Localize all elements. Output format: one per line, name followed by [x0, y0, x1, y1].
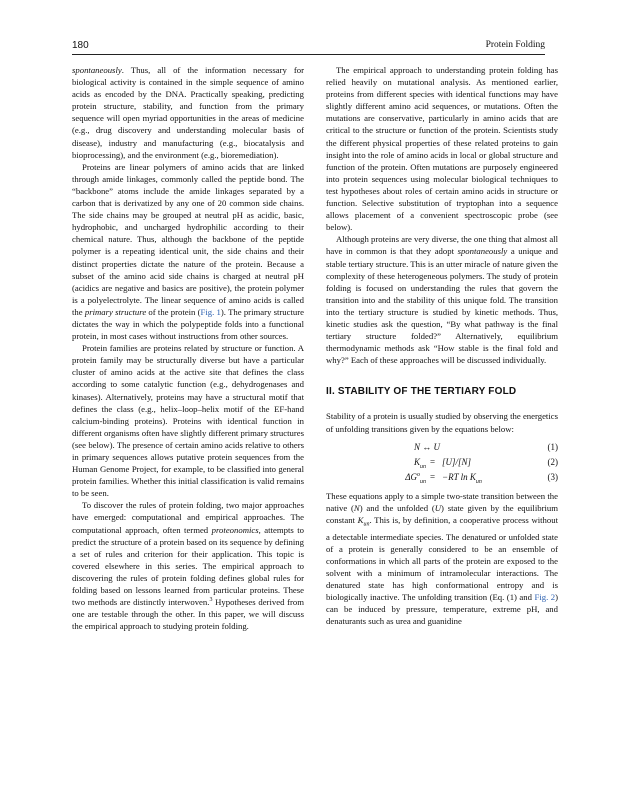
paragraph: Protein families are proteins related by structure or function. A protein family may be structurally diverse but have a particular cluster of amino acids at the active site that defines the class according to some catalytic function (e.g., dehydrogenases and kinases). Alternatively, proteins may have a structural motif that defines the class (e.g., helix–loop–helix motif of the EF-hand calcium-binding proteins). Proteins with identical function in different organisms often have slightly different primary structures (see below). The presence of certain amino acids relative to others in primary sequences allows putative protein sequences from the Human Genome Project, for example, to be classified into general protein families. Whether this initial classification is valid remains to be seen. [72, 343, 304, 499]
equation-1 [326, 441, 558, 456]
paragraph-text: ) state given by the equilibrium constant [326, 502, 558, 525]
paragraph: The empirical approach to understanding protein folding has relied heavily on mutational analysis. As mentioned earlier, proteins from different species with identical functions may have slightly different amino acid sequences, or mutations. Often the mutations are conservative, particularly in amino acids that are critical to the structure or function of the protein. Scientists study the different physical properties of these related proteins to gain insight into the role of amino acids in local or global structure and function of the protein. Often mutations are purposely engineered into protein sequences using molecular biological techniques to test hypotheses about roles of certain amino acids in structure or function. Selective substitution of tryptophan into a sequence allows placement of a convenient spectroscopic probe (see below). [326, 65, 558, 233]
paragraph-text: ) can be induced by pressure, temperature, extreme pH, and denaturants such as urea and guanidine [326, 592, 558, 627]
equations [326, 441, 558, 486]
paragraph-text: . This is, by definition, a cooperative process without a detectable intermediate species. The denatured or unfolded state of a protein is generally considered to be an ensemble of conformations in which all parts of the protein are exposed to the solvent with a minimum of intramolecular interactions. The denatured state has high conformational entropy and is biologically inactive. The unfolding transition (Eq. (1) and [326, 514, 558, 603]
paragraph-text: Proteins are linear polymers of amino acids that are linked through amide linkages, commonly called the peptide bond. The “backbone” atoms include the amide linkages separated by a carbon that is derivatized by any one of 20 common side chains. The side chains may be grouped at neutral pH as acidic, basic, hydrophobic, and uncharged hydrophilic according to their chemical nature. Thus, although the backbone of the peptide polymer is a repeating identical unit, the side chains and their distinct properties dictate the nature of the protein. Because a subset of the amino acid side chains is charged at neutral pH (acidics are negative and basics are positive), the protein polymer is a polyelectrolyte. The linear sequence of amino acids is called the [72, 161, 304, 317]
italic-term: spontaneously [72, 65, 122, 75]
italic-term: spontaneously [457, 246, 508, 257]
eq-equals: = [430, 456, 436, 467]
page-number: 180 [72, 40, 89, 51]
paragraph: Stability of a protein is usually studied by observing the energetics of unfolding transitions given by the equations below: [326, 411, 558, 434]
paragraph-text: . Thus, all of the information necessary for biological activity is contained in the simple sequence of amino acids as encoded by the DNA. Practically speaking, predicting protein structure, stability, and function from the primary sequence will open myriad opportunities in the areas of medicine (e.g., drug discovery and understanding molecular basis of disease), industry and manufacturing (e.g., biocatalysis and bioprocessing), and the environment (e.g., bioremediation). [72, 65, 304, 160]
paragraph-text: ). The primary structure dictates the way in which the polypeptide folds into a functional protein, in most cases without instructions from other sources. [72, 306, 304, 342]
section-heading: II. STABILITY OF THE TERTIARY FOLD [326, 386, 517, 398]
italic-term: proteonomics [211, 524, 259, 535]
equation-2 [326, 456, 558, 471]
equation-number: (3) [547, 471, 558, 482]
eq-equals: = [430, 471, 436, 482]
running-title: Protein Folding [485, 40, 545, 50]
eq-subscript: un [420, 463, 426, 470]
math-symbol: N [353, 502, 360, 513]
paragraph-text: , attempts to predict the structure of a protein based on its sequence by defining a set of rules and criterion for their application. This topic is covered elsewhere in this series. The empirical approach to discovering the rules of protein folding defines global rules for folding based on lessons learned from particular proteins. These two methods are distinctly interwoven. [72, 524, 304, 608]
paragraph-text: a unique and stable tertiary structure. This is an utter miracle of nature given the complexity of these heterogeneous polymers. The study of protein folding is focused on understanding the rules that govern the transition into and the stability of this unique fold. The transition into the tertiary structure is studied by kinetic methods. Thus, kinetic studies ask the question, “By what pathway is the final tertiary structure folded?” Alternatively, equilibrium thermodynamic methods ask “How stable is the final fold and why?” Each of these approaches will be discussed individually. [326, 246, 559, 366]
eq-rhs: [U]/[N] [442, 456, 472, 467]
eq-subscript: un [475, 478, 482, 485]
equation-3 [326, 471, 558, 486]
equation-number: (1) [547, 441, 558, 452]
citation-superscript: 3 [209, 597, 213, 604]
math-symbol: K [357, 514, 364, 525]
paragraph-text: ) and the unfolded ( [359, 502, 435, 513]
eq-term: ΔG [405, 471, 417, 482]
eq-term: K [413, 456, 420, 467]
paragraph-text: To discover the rules of protein folding, two major approaches have emerged: computational and empirical approaches. The computational approach, often termed [72, 500, 304, 535]
eq-rhs [442, 471, 482, 488]
left-column [72, 64, 304, 632]
equation-number: (2) [547, 456, 558, 467]
paragraph-text: Although proteins are very diverse, the one thing that almost all have in common is that they adopt [326, 234, 558, 257]
eq-operator: ↔ [422, 441, 432, 452]
math-subscript: un [363, 521, 370, 528]
header-rule [72, 54, 545, 55]
italic-term: primary structure [84, 306, 147, 317]
paragraph [72, 161, 304, 342]
paragraph [72, 499, 304, 632]
eq-term: −RT ln K [442, 471, 476, 482]
eq-superscript: o [417, 471, 420, 478]
paragraph-text: Hypotheses derived from one are testable through the other. In this paper, we will discuss the empirical approach to studying protein folding. [72, 597, 304, 632]
paragraph [326, 233, 558, 366]
eq-term: N [414, 441, 421, 452]
eq-term: U [433, 441, 441, 452]
figure-1-link[interactable]: Fig. 1 [200, 306, 221, 317]
right-column [326, 64, 558, 627]
math-symbol: U [434, 502, 442, 513]
paragraph [326, 490, 558, 628]
paragraph-text: of the protein ( [146, 306, 201, 317]
equation-1-body [414, 441, 440, 453]
paragraph [72, 64, 304, 161]
paragraph-text: These equations apply to a simple two-state transition between the native ( [326, 490, 558, 513]
figure-2-link[interactable]: Fig. 2 [534, 592, 556, 603]
page-header [72, 40, 545, 52]
eq-lhs [405, 471, 426, 488]
eq-subscript: un [420, 478, 426, 485]
